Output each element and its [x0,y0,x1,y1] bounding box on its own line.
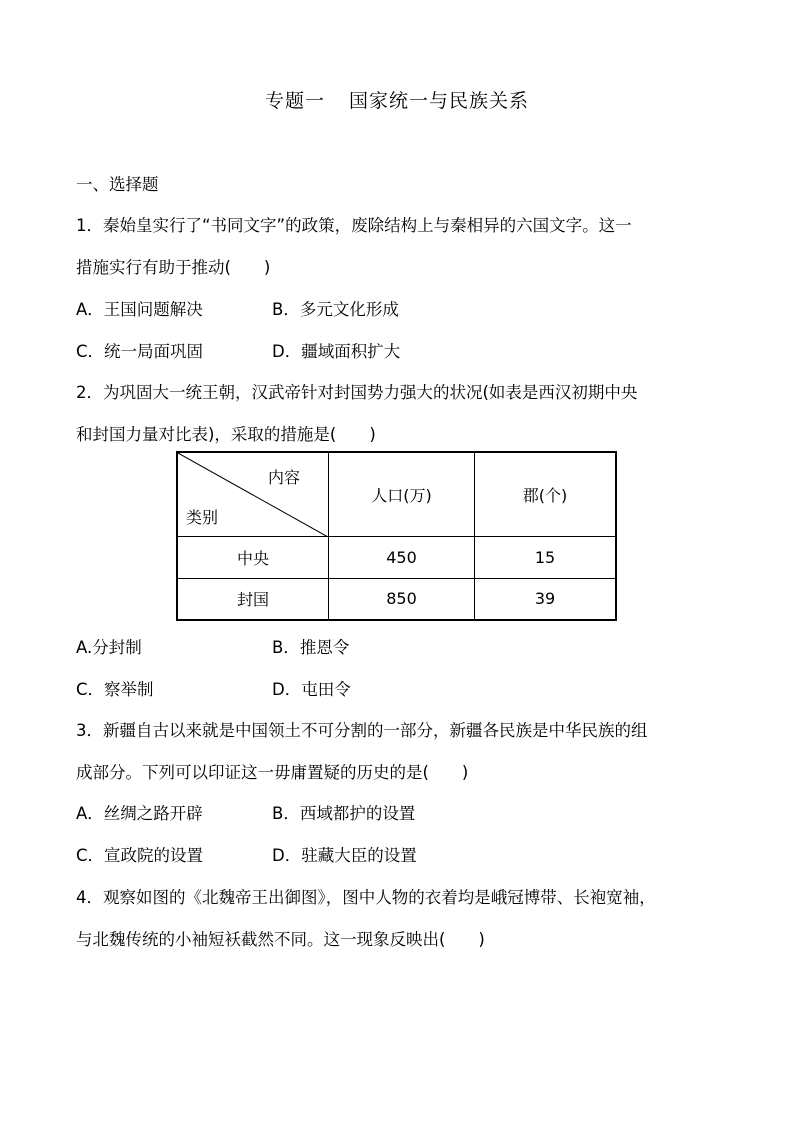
row-commanderies: 15 [475,536,617,578]
q1-option-b: B．多元文化形成 [272,300,399,319]
q3-option-a: A．丝绸之路开辟 [76,804,203,823]
table-header-row [177,452,616,536]
q4-stem-line1: 4．观察如图的《北魏帝王出御图》，图中人物的衣着均是峨冠博带、长袍宽袖， [76,888,656,907]
q2-stem-line2: 和封国力量对比表)，采取的措施是( ) [76,425,376,444]
title-part2: 国家统一与民族关系 [349,90,530,112]
header-commanderies: 郡(个) [475,452,617,536]
table-row [177,578,616,620]
title-part1: 专题一 [264,90,325,112]
q3-option-c: C．宣政院的设置 [76,846,204,865]
q1-stem-line2: 措施实行有助于推动( ) [76,258,271,277]
q2-stem-line1: 2．为巩固大一统王朝，汉武帝针对封国势力强大的状况(如表是西汉初期中央 [76,383,638,402]
q1-option-a: A．王国问题解决 [76,300,203,319]
row-label: 中央 [177,536,329,578]
q2-option-b: B．推恩令 [272,638,350,657]
q3-stem-line1: 3．新疆自古以来就是中国领土不可分割的一部分，新疆各民族是中华民族的组 [76,721,648,740]
header-content-label: 内容 [267,468,300,487]
q2-option-a: A.分封制 [76,638,142,657]
q2-option-d: D．屯田令 [272,680,351,699]
row-commanderies: 39 [475,578,617,620]
diagonal-header-cell [177,452,329,536]
q3-option-d: D．驻藏大臣的设置 [272,846,417,865]
q1-option-c: C．统一局面巩固 [76,342,204,361]
table-row [177,536,616,578]
row-label: 封国 [177,578,329,620]
q3-option-b: B．西域都护的设置 [272,804,416,823]
comparison-table [176,451,617,621]
header-population: 人口(万) [329,452,475,536]
q2-option-c: C．察举制 [76,680,154,699]
row-population: 450 [329,536,475,578]
row-population: 850 [329,578,475,620]
page-title [0,86,794,113]
section-heading: 一、选择题 [76,175,159,194]
q4-stem-line2: 与北魏传统的小袖短袄截然不同。这一现象反映出( ) [76,930,485,949]
header-category-label: 类别 [186,507,219,527]
q1-stem-line1: 1．秦始皇实行了“书同文字”的政策，废除结构上与秦相异的六国文字。这一 [76,216,632,235]
q3-stem-line2: 成部分。下列可以印证这一毋庸置疑的历史的是( ) [76,763,469,782]
q1-option-d: D．疆域面积扩大 [272,342,401,361]
